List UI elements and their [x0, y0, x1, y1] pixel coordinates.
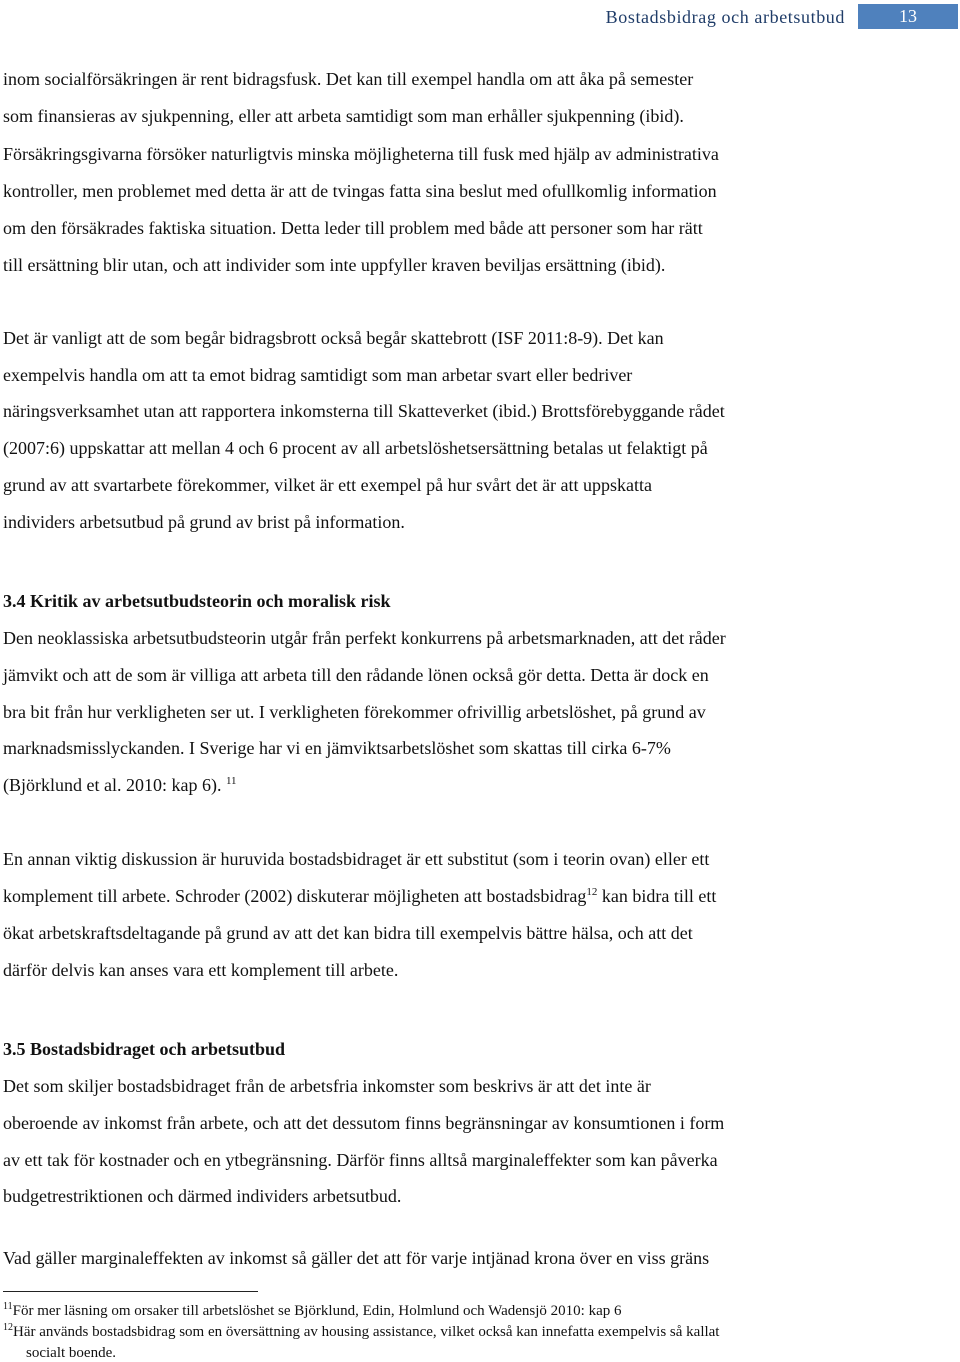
paragraph-line: därför delvis kan anses vara ett komplement till arbete.: [3, 960, 399, 980]
paragraph-line: inom socialförsäkringen är rent bidragsfusk. Det kan till exempel handla om att åka på semester: [3, 69, 694, 89]
paragraph-text: kan bidra till ett: [601, 886, 717, 906]
paragraph-text: komplement till arbete. Schroder (2002) diskuterar möjligheten att bostadsbidrag: [3, 886, 587, 906]
paragraph-line: budgetrestriktionen och därmed individers arbetsutbud.: [3, 1186, 402, 1206]
footnote: [3, 1302, 622, 1320]
paragraph-line: grund av att svartarbete förekommer, vilket är ett exempel på hur svårt det är att uppskatta: [3, 475, 653, 495]
paragraph-line: till ersättning blir utan, och att individer som inte uppfyller kraven beviljas ersättning (ibid).: [3, 255, 666, 275]
footnote-number: 11: [3, 1301, 13, 1312]
footnote-continuation: socialt boende.: [26, 1345, 116, 1361]
paragraph-line: Den neoklassiska arbetsutbudsteorin utgår från perfekt konkurrens på arbetsmarknaden, att det råder: [3, 628, 726, 648]
paragraph-text: (Björklund et al. 2010: kap 6).: [3, 775, 222, 795]
footnote: [3, 1323, 719, 1341]
page-number: 13: [858, 4, 958, 29]
footnote-text: Här används bostadsbidrag som en översättning av housing assistance, vilket också kan innefatta exempelvis så kallat: [13, 1324, 720, 1340]
paragraph-line: oberoende av inkomst från arbete, och att det dessutom finns begränsningar av konsumtionen i form: [3, 1113, 725, 1133]
section-heading: 3.5 Bostadsbidraget och arbetsutbud: [3, 1039, 286, 1059]
running-title: Bostadsbidrag och arbetsutbud: [605, 7, 845, 27]
paragraph-line: individers arbetsutbud på grund av brist på information.: [3, 512, 405, 532]
paragraph-line: Det som skiljer bostadsbidraget från de arbetsfria inkomster som beskrivs är att det inte är: [3, 1076, 651, 1096]
section-heading: 3.4 Kritik av arbetsutbudsteorin och moralisk risk: [3, 591, 391, 611]
paragraph-line: av ett tak för kostnader och en ytbegränsning. Därför finns alltså marginaleffekter som kan påverka: [3, 1150, 718, 1170]
footnote-number: 12: [3, 1322, 13, 1333]
paragraph-line: [3, 885, 716, 907]
footnote-separator: [3, 1291, 258, 1292]
paragraph-line: jämvikt och att de som är villiga att arbeta till den rådande lönen också gör detta. Detta är dock en: [3, 665, 709, 685]
paragraph-line: om den försäkrades faktiska situation. Detta leder till problem med både att personer som har rätt: [3, 218, 703, 238]
footnote-reference: 12: [586, 886, 598, 898]
paragraph-line: näringsverksamhet utan att rapportera inkomsterna till Skatteverket (ibid.) Brottsförebyggande rådet: [3, 401, 725, 421]
paragraph-line: (2007:6) uppskattar att mellan 4 och 6 procent av all arbetslöshetsersättning betalas ut felaktigt på: [3, 438, 708, 458]
footnote-text: För mer läsning om orsaker till arbetslöshet se Björklund, Edin, Holmlund och Wadensjö 2010: kap 6: [12, 1303, 622, 1319]
paragraph-line: En annan viktig diskussion är huruvida bostadsbidraget är ett substitut (som i teorin ovan) eller ett: [3, 849, 710, 869]
paragraph-line: som finansieras av sjukpenning, eller att arbeta samtidigt som man erhåller sjukpenning (ibid).: [3, 106, 684, 126]
paragraph-line: kontroller, men problemet med detta är att de tvingas fatta sina beslut med ofullkomlig information: [3, 181, 717, 201]
paragraph-line: marknadsmisslyckanden. I Sverige har vi en jämviktsarbetslöshet som skattas till cirka 6-7%: [3, 738, 671, 758]
paragraph-line: ökat arbetskraftsdeltagande på grund av att det kan bidra till exempelvis bättre hälsa, och att det: [3, 923, 693, 943]
paragraph-line: Försäkringsgivarna försöker naturligtvis minska möjligheterna till fusk med hjälp av administrativa: [3, 144, 719, 164]
paragraph-line: Det är vanligt att de som begår bidragsbrott också begår skattebrott (ISF 2011:8-9). Det kan: [3, 328, 664, 348]
paragraph-line: [3, 774, 237, 796]
footnote-reference: 11: [225, 775, 237, 787]
running-header: [0, 0, 960, 34]
paragraph-line: Vad gäller marginaleffekten av inkomst så gäller det att för varje intjänad krona över en viss gräns: [3, 1248, 710, 1268]
paragraph-line: exempelvis handla om att ta emot bidrag samtidigt som man arbetar svart eller bedriver: [3, 365, 633, 385]
paragraph-line: bra bit från hur verkligheten ser ut. I verkligheten förekommer ofrivillig arbetslöshet, på grund av: [3, 702, 706, 722]
